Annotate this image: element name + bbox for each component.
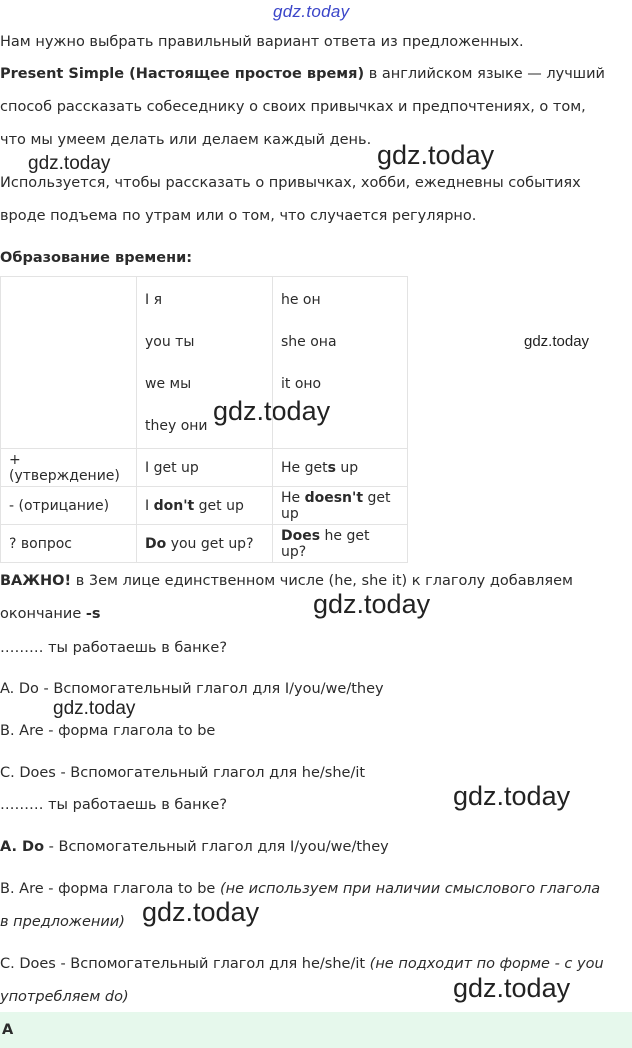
cell-text: he get up?: [281, 527, 370, 560]
task-question: ……… ты работаешь в банке?: [0, 797, 228, 813]
intro-line: [0, 66, 605, 82]
option-c: C. Does - Вспомогательный глагол для he/she/it: [0, 765, 366, 781]
pronoun: she она: [281, 333, 337, 350]
cell-ending: s: [327, 459, 336, 476]
important-label: ВАЖНО!: [0, 573, 72, 589]
important-note-line2: [0, 606, 101, 622]
table-row: [1, 487, 408, 525]
table-cell: I get up: [137, 449, 273, 487]
important-text: в 3ем лице единственном числе (he, she it) к глаголу добавляем: [71, 573, 573, 589]
intro-line: Используется, чтобы рассказать о привычках, хобби, ежедневны событиях: [0, 175, 581, 191]
intro-line: Нам нужно выбрать правильный вариант ответа из предложенных.: [0, 34, 524, 50]
pronoun: I я: [145, 291, 163, 308]
row-label: + (утверждение): [1, 449, 137, 487]
option-note: в предложении): [0, 914, 125, 930]
intro-line: способ рассказать собеседнику о своих привычках и предпочтениях, о том,: [0, 99, 586, 115]
pronoun: we мы: [145, 375, 192, 392]
option-c-note-line2: [0, 989, 129, 1005]
cell-aux: doesn't: [304, 489, 364, 506]
table-cell: [273, 525, 408, 563]
option-a: [0, 839, 389, 855]
option-text: B. Are - форма глагола to be: [0, 881, 220, 897]
cell-text: I: [145, 497, 154, 514]
watermark: gdz.today: [53, 698, 136, 719]
pronoun: you ты: [145, 333, 195, 350]
table-cell-empty: [1, 277, 137, 449]
table-row: [1, 525, 408, 563]
watermark: gdz.today: [28, 153, 111, 174]
cell-text: He get: [281, 459, 328, 476]
option-text: - Вспомогательный глагол для I/you/we/they: [44, 839, 389, 855]
intro-line: что мы умеем делать или делаем каждый день.: [0, 132, 372, 148]
option-b-note-line2: [0, 914, 125, 930]
option-c: [0, 956, 604, 972]
pronoun: it оно: [281, 375, 322, 392]
option-note: (не подходит по форме - с you: [369, 956, 604, 972]
watermark: gdz.today: [142, 897, 260, 927]
present-simple-term: Present Simple (Настоящее простое время): [0, 66, 365, 82]
option-text: C. Does - Вспомогательный глагол для he/she/it: [0, 956, 370, 972]
answer-box: A: [0, 1012, 632, 1048]
table-cell-pronouns: [137, 277, 273, 449]
cell-aux: Does: [281, 527, 321, 544]
table-row: [1, 277, 408, 449]
important-text: окончание: [0, 606, 86, 622]
cell-text: you get up?: [166, 535, 254, 552]
option-b: B. Are - форма глагола to be: [0, 723, 216, 739]
table-cell: [137, 487, 273, 525]
table-cell: [273, 449, 408, 487]
pronoun: he он: [281, 291, 321, 308]
intro-text: в английском языке — лучший: [364, 66, 605, 82]
table-cell: [137, 525, 273, 563]
table-cell-pronouns: [273, 277, 408, 449]
cell-text: up: [335, 459, 359, 476]
suffix: -s: [85, 606, 101, 622]
watermark: gdz.today: [313, 589, 431, 619]
option-b: [0, 881, 600, 897]
row-label: - (отрицание): [1, 487, 137, 525]
watermark: gdz.today: [453, 973, 571, 1003]
important-note: [0, 573, 573, 589]
cell-text: get up: [281, 489, 391, 522]
watermark: gdz.today: [377, 140, 495, 170]
watermark: gdz.today: [453, 781, 571, 811]
cell-text: get up: [194, 497, 244, 514]
watermark: gdz.today: [213, 396, 331, 426]
watermark-top: gdz.today: [273, 2, 350, 21]
cell-aux: don't: [153, 497, 195, 514]
table-row: [1, 449, 408, 487]
table-cell: [273, 487, 408, 525]
row-label: ? вопрос: [1, 525, 137, 563]
option-a-label: A. Do: [0, 839, 45, 855]
option-a: A. Do - Вспомогательный глагол для I/you/we/they: [0, 681, 384, 697]
option-note: употребляем do): [0, 989, 129, 1005]
cell-aux: Do: [145, 535, 167, 552]
intro-line: вроде подъема по утрам или о том, что случается регулярно.: [0, 208, 477, 224]
formation-heading: Образование времени:: [0, 250, 193, 266]
grammar-table: [0, 276, 408, 563]
pronoun-spacer: [281, 405, 399, 447]
cell-text: He: [281, 489, 305, 506]
pronoun: they они: [145, 417, 208, 434]
watermark: gdz.today: [524, 333, 590, 350]
task-question: ……… ты работаешь в банке?: [0, 640, 228, 656]
option-note: (не используем при наличии смыслового глагола: [219, 881, 601, 897]
